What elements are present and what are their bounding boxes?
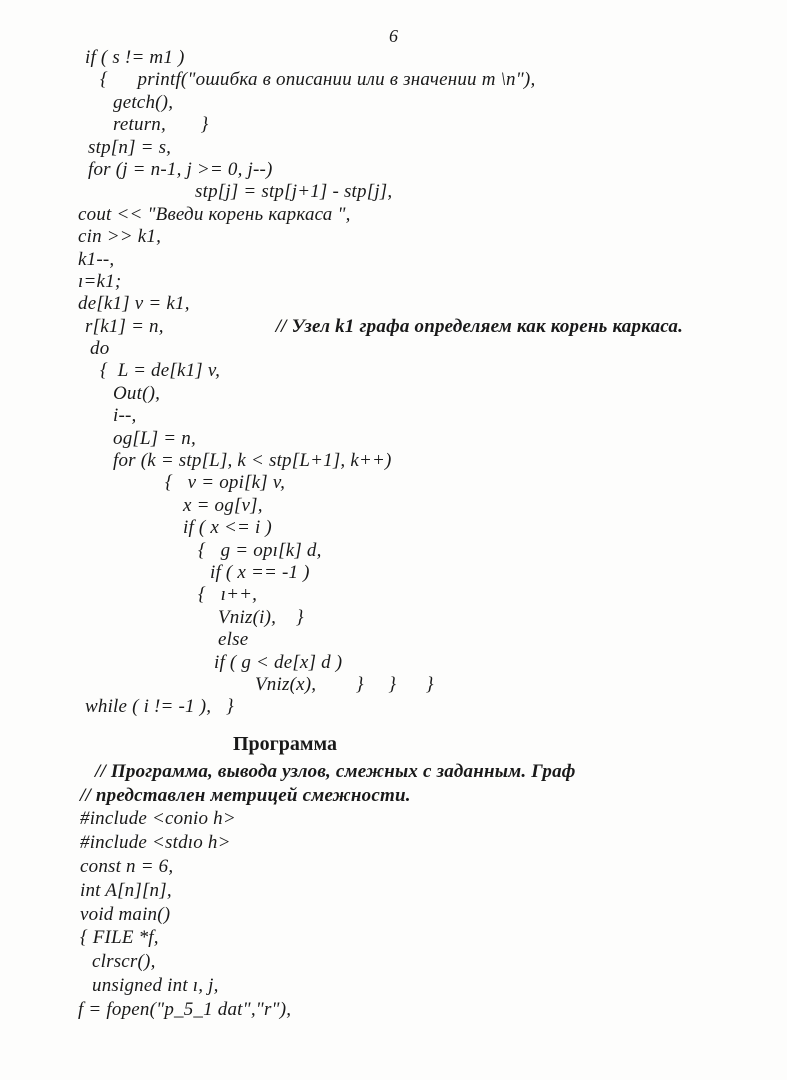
code-line <box>0 495 787 517</box>
code-line <box>0 159 787 181</box>
code-line <box>0 950 787 974</box>
code-text: Vniz(i), } <box>218 606 304 628</box>
code-text: getch(), <box>113 91 174 113</box>
code-line <box>0 360 787 382</box>
code-text: for (j = n-1, j >= 0, j--) <box>88 158 273 180</box>
code-text: i--, <box>113 405 137 427</box>
code-line <box>0 926 787 950</box>
code-line <box>0 114 787 136</box>
code-text: int A[n][n], <box>80 879 172 901</box>
code-text: { ı++, <box>198 584 258 606</box>
code-line <box>0 249 787 271</box>
code-line <box>0 629 787 651</box>
code-text: x = og[v], <box>183 494 263 516</box>
code-line <box>0 855 787 879</box>
code-text: { L = de[k1] v, <box>100 360 221 382</box>
code-text: if ( s != m1 ) <box>85 47 185 68</box>
code-line <box>0 226 787 248</box>
code-line <box>0 405 787 427</box>
code-line <box>0 903 787 927</box>
code-text: clrscr(), <box>92 951 156 973</box>
code-text: for (k = stp[L], k < stp[L+1], k++) <box>113 450 392 472</box>
code-line <box>0 316 787 338</box>
code-text: if ( g < de[x] d ) <box>214 651 343 673</box>
code-text: og[L] = n, <box>113 427 196 449</box>
code-line <box>0 562 787 584</box>
code-text: ı=k1; <box>78 270 122 292</box>
code-text: if ( x <= i ) <box>183 517 272 539</box>
code-text: cin >> k1, <box>78 226 162 248</box>
code-line <box>0 293 787 315</box>
code-text: do <box>90 338 110 360</box>
code-line <box>0 831 787 855</box>
code-text: de[k1] v = k1, <box>78 293 190 315</box>
code-text: f = fopen("p_5_1 dat","r"), <box>78 998 292 1020</box>
code-line <box>0 92 787 114</box>
code-text: Vniz(x), } } } <box>255 673 434 695</box>
code-line <box>0 607 787 629</box>
code-text: r[k1] = n, <box>85 315 164 337</box>
code-line <box>0 181 787 203</box>
code-line <box>0 383 787 405</box>
code-line <box>0 450 787 472</box>
section-heading: Программа <box>233 732 337 755</box>
code-line <box>0 760 787 784</box>
code-line <box>0 696 787 718</box>
code-text: void main() <box>80 903 171 925</box>
code-text: stp[j] = stp[j+1] - stp[j], <box>195 181 393 203</box>
code-line <box>0 47 787 69</box>
code-line <box>0 428 787 450</box>
code-block-adjacency-program <box>0 760 787 1022</box>
code-text: { printf("ошибка в описании или в значении m \n"), <box>100 69 536 91</box>
page-number: 6 <box>389 26 398 46</box>
code-text: cout << "Введи корень каркаса ", <box>78 203 351 225</box>
code-line <box>0 784 787 808</box>
code-line <box>0 204 787 226</box>
code-text: { v = opi[k] v, <box>165 472 286 494</box>
code-text: stp[n] = s, <box>88 136 172 158</box>
code-text: return, } <box>113 114 209 136</box>
code-line <box>0 69 787 91</box>
code-text: if ( x == -1 ) <box>210 561 310 583</box>
code-text: #include <stdıo h> <box>80 832 231 854</box>
code-text: { g = opı[k] d, <box>198 539 322 561</box>
code-line <box>0 998 787 1022</box>
code-line <box>0 879 787 903</box>
code-line <box>0 974 787 998</box>
code-line <box>0 338 787 360</box>
code-text: { FILE *f, <box>80 927 159 949</box>
code-line <box>0 674 787 696</box>
code-text: Out(), <box>113 382 161 404</box>
code-line <box>0 517 787 539</box>
code-block-spanning-tree <box>0 47 787 719</box>
code-line <box>0 807 787 831</box>
code-text: const n = 6, <box>80 855 174 877</box>
code-text: while ( i != -1 ), } <box>85 696 234 718</box>
code-text: k1--, <box>78 248 115 270</box>
code-text: unsigned int ı, j, <box>92 974 219 996</box>
code-line <box>0 472 787 494</box>
code-comment-text: // представлен метрицей смежности. <box>80 784 411 806</box>
code-line <box>0 652 787 674</box>
code-line <box>0 540 787 562</box>
code-line <box>0 271 787 293</box>
code-comment-text: // Узел k1 графа определяем как корень каркаса. <box>275 315 684 337</box>
code-text: #include <conio h> <box>80 808 236 830</box>
code-line <box>0 137 787 159</box>
code-line <box>0 584 787 606</box>
code-comment-text: // Программа, вывода узлов, смежных с заданным. Граф <box>95 760 576 782</box>
code-text: else <box>218 629 249 651</box>
